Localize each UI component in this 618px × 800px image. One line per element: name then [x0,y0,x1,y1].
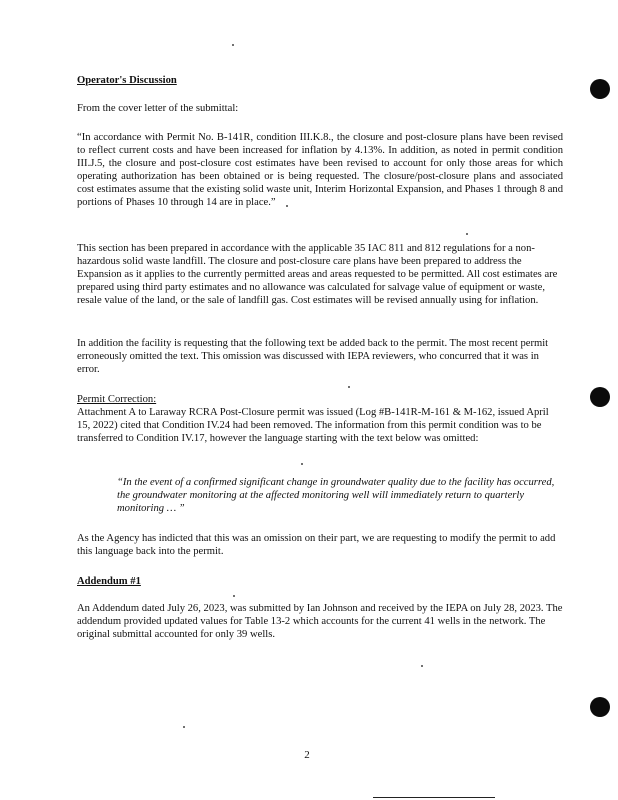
footer-line [373,797,495,798]
scan-speck [233,595,235,597]
permit-correction-text: Attachment A to Laraway RCRA Post-Closure permit was issued (Log #B-141R-M-161 & M-162, issued April 15, 2022) cited that Condition IV.24 had been removed. The information from this permit condition was to be transferred to Condition IV.17, however the language starting with the text below was omitted: [77,407,549,444]
addendum-heading: Addendum #1 [77,576,141,587]
section-paragraph: This section has been prepared in accordance with the applicable 35 IAC 811 and 812 regulations for a non-hazardous solid waste landfill. The closure and post-closure care plans have been prepared to address the Expansion as it applies to the currently permitted areas and areas requested to be permitted. All cost estimates are prepared using third party estimates and no allowance was calculated for salvage value of equipment or waste, resale value of the land, or the sale of landfill gas. Cost estimates will be revised annually using for inflation. [77,243,558,306]
scan-speck [466,233,468,235]
binder-hole [590,697,610,717]
addition-paragraph: In addition the facility is requesting that the following text be added back to the permit. The most recent permit erroneously omitted the text. This omission was discussed with IEPA reviewers, who concurred that it was in error. [77,338,549,375]
scan-speck [348,386,350,388]
scan-speck [421,665,423,667]
operators-discussion-heading: Operator's Discussion [77,75,177,86]
binder-hole [590,387,610,407]
addendum-paragraph: An Addendum dated July 26, 2023, was submitted by Ian Johnson and received by the IEPA on July 28, 2023. The addendum provided updated values for Table 13-2 which accounts for the current 41 wells in the network. The original submittal accounted for only 39 wells. [77,603,563,640]
scan-speck [301,463,303,465]
permit-correction-label: Permit Correction: [77,394,157,405]
scan-speck [183,726,185,728]
intro-line: From the cover letter of the submittal: [77,103,239,114]
omitted-text-quote: “In the event of a confirmed significant change in groundwater quality due to the facility has occurred, the groundwater monitoring at the affected monitoring well will immediately return to quarterly monitoring … ” [117,477,555,514]
page-number: 2 [304,749,310,761]
cover-letter-quote: “In accordance with Permit No. B-141R, condition III.K.8., the closure and post-closure plans have been revised to reflect current costs and have been increased for inflation by 4.13%. In addition, as noted in permit condition III.J.5, the closure and post-closure cost estimates have been revised to account for only those areas for which operating authorization has been obtained or is being requested. The closure/post-closure plans and associated cost estimates assume that the existing solid waste unit, Interim Horizontal Expansion, and Phases 1 through 8 and portions of Phases 10 through 14 are in place.” [77,132,563,208]
agency-paragraph: As the Agency has indicted that this was an omission on their part, we are requesting to modify the permit to add this language back into the permit. [77,533,556,557]
scan-speck [286,205,288,207]
binder-hole [590,79,610,99]
scan-speck [232,44,234,46]
